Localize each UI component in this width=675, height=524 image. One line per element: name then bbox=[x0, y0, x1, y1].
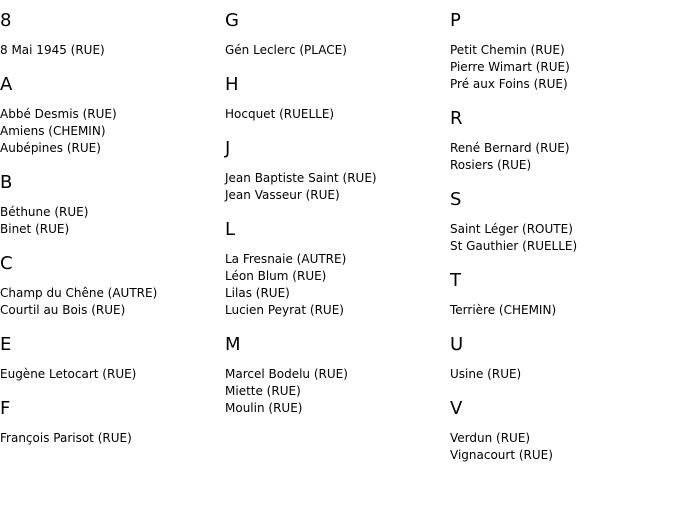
street-item: Jean Vasseur (RUE) bbox=[225, 188, 340, 202]
letter-group bbox=[0, 334, 220, 383]
letter-group bbox=[450, 10, 670, 93]
street-item: Gén Leclerc (PLACE) bbox=[225, 43, 347, 57]
street-item: Lilas (RUE) bbox=[225, 286, 290, 300]
letter-heading: H bbox=[225, 74, 239, 95]
street-index-column-3 bbox=[450, 0, 670, 464]
street-item: Aubépines (RUE) bbox=[0, 141, 101, 155]
street-item: Marcel Bodelu (RUE) bbox=[225, 367, 348, 381]
street-item: Pré aux Foins (RUE) bbox=[450, 77, 568, 91]
letter-heading: P bbox=[450, 10, 461, 31]
letter-heading: R bbox=[450, 108, 463, 129]
street-item: Béthune (RUE) bbox=[0, 205, 89, 219]
letter-heading: 8 bbox=[0, 10, 12, 31]
letter-group bbox=[0, 74, 220, 157]
letter-heading: L bbox=[225, 219, 236, 240]
street-item: 8 Mai 1945 (RUE) bbox=[0, 43, 105, 57]
street-item: Jean Baptiste Saint (RUE) bbox=[225, 171, 377, 185]
street-item: Pierre Wimart (RUE) bbox=[450, 60, 570, 74]
street-list bbox=[225, 106, 445, 123]
letter-group bbox=[450, 398, 670, 464]
letter-heading: B bbox=[0, 172, 13, 193]
street-item: Petit Chemin (RUE) bbox=[450, 43, 565, 57]
street-item: Abbé Desmis (RUE) bbox=[0, 107, 117, 121]
street-list bbox=[450, 302, 670, 319]
letter-group bbox=[225, 219, 445, 319]
letter-heading: E bbox=[0, 334, 12, 355]
street-item: François Parisot (RUE) bbox=[0, 431, 132, 445]
street-item: Eugène Letocart (RUE) bbox=[0, 367, 137, 381]
street-item: Usine (RUE) bbox=[450, 367, 522, 381]
letter-heading: V bbox=[450, 398, 463, 419]
street-item: Hocquet (RUELLE) bbox=[225, 107, 335, 121]
street-index-column-2 bbox=[225, 0, 445, 417]
letter-group bbox=[450, 334, 670, 383]
street-list bbox=[225, 42, 445, 59]
street-item: Lucien Peyrat (RUE) bbox=[225, 303, 344, 317]
street-list bbox=[0, 430, 220, 447]
letter-heading: F bbox=[0, 398, 11, 419]
letter-heading: J bbox=[225, 138, 231, 159]
street-item: Terrière (CHEMIN) bbox=[450, 303, 557, 317]
letter-heading: T bbox=[450, 270, 461, 291]
letter-group bbox=[0, 253, 220, 319]
letter-group bbox=[0, 172, 220, 238]
street-item: Binet (RUE) bbox=[0, 222, 70, 236]
street-item: Léon Blum (RUE) bbox=[225, 269, 327, 283]
letter-heading: C bbox=[0, 253, 13, 274]
street-list bbox=[450, 221, 670, 255]
street-index-column-1 bbox=[0, 0, 220, 447]
street-item: St Gauthier (RUELLE) bbox=[450, 239, 578, 253]
street-item: Rosiers (RUE) bbox=[450, 158, 532, 172]
street-item: Verdun (RUE) bbox=[450, 431, 531, 445]
street-item: Champ du Chêne (AUTRE) bbox=[0, 286, 158, 300]
letter-group bbox=[450, 189, 670, 255]
letter-group bbox=[225, 10, 445, 59]
street-item: Miette (RUE) bbox=[225, 384, 301, 398]
letter-group bbox=[225, 74, 445, 123]
street-list bbox=[450, 366, 670, 383]
street-list bbox=[450, 140, 670, 174]
street-item: La Fresnaie (AUTRE) bbox=[225, 252, 347, 266]
street-item: Saint Léger (ROUTE) bbox=[450, 222, 573, 236]
street-item: Vignacourt (RUE) bbox=[450, 448, 553, 462]
street-item: René Bernard (RUE) bbox=[450, 141, 570, 155]
letter-group bbox=[0, 398, 220, 447]
street-item: Courtil au Bois (RUE) bbox=[0, 303, 126, 317]
letter-group bbox=[225, 138, 445, 204]
letter-heading: A bbox=[0, 74, 13, 95]
street-list bbox=[450, 430, 670, 464]
letter-group bbox=[225, 334, 445, 417]
street-list bbox=[225, 366, 445, 417]
letter-group bbox=[450, 270, 670, 319]
street-list bbox=[0, 285, 220, 319]
street-item: Moulin (RUE) bbox=[225, 401, 303, 415]
street-list bbox=[0, 366, 220, 383]
street-list bbox=[225, 170, 445, 204]
letter-group bbox=[0, 10, 220, 59]
letter-heading: G bbox=[225, 10, 239, 31]
street-list bbox=[0, 106, 220, 157]
street-list bbox=[0, 204, 220, 238]
street-list bbox=[0, 42, 220, 59]
street-list bbox=[225, 251, 445, 319]
letter-heading: U bbox=[450, 334, 464, 355]
street-list bbox=[450, 42, 670, 93]
street-item: Amiens (CHEMIN) bbox=[0, 124, 106, 138]
letter-heading: S bbox=[450, 189, 462, 210]
letter-heading: M bbox=[225, 334, 241, 355]
letter-group bbox=[450, 108, 670, 174]
